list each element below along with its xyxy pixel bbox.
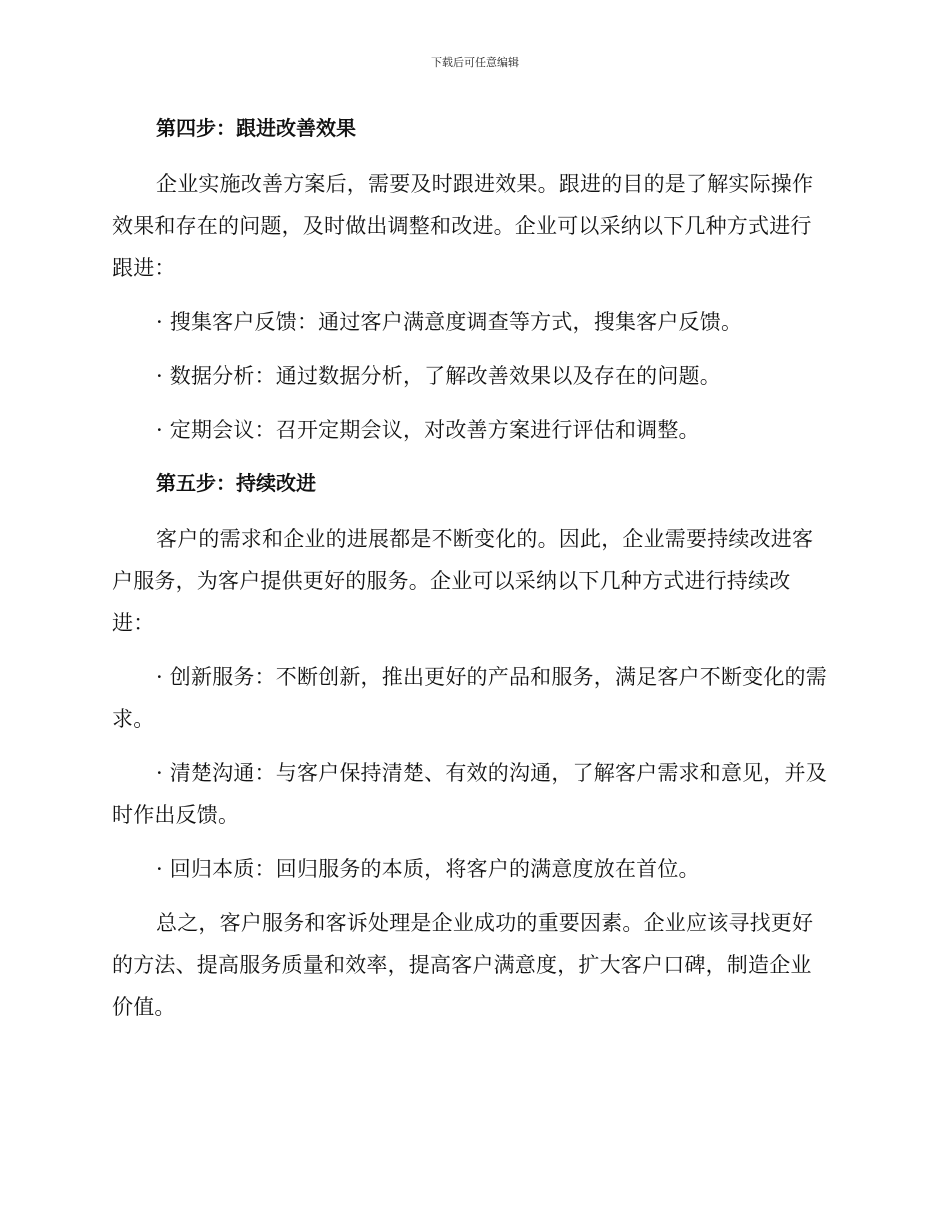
section-heading-step5: 第五步：持续改进: [156, 471, 316, 495]
section-heading-step4: 第四步：跟进改善效果: [156, 116, 356, 140]
paragraph-improvement-intro: 客户的需求和企业的进展都是不断变化的。因此，企业需要持续改进客户服务，为客户提供更好的服务。企业可以采纳以下几种方式进行持续改进：: [112, 527, 814, 635]
bullet-clear-communication: · 清楚沟通：与客户保持清楚、有效的沟通，了解客户需求和意见，并及时作出反馈。: [112, 761, 827, 827]
bullet-innovative-service: · 创新服务：不断创新，推出更好的产品和服务，满足客户不断变化的需求。: [112, 665, 827, 731]
paragraph-conclusion: 总之，客户服务和客诉处理是企业成功的重要因素。企业应该寻找更好的方法、提高服务质量和效率，提高客户满意度，扩大客户口碑，制造企业价值。: [112, 911, 814, 1019]
bullet-regular-meeting: · 定期会议：召开定期会议，对改善方案进行评估和调整。: [156, 418, 700, 442]
bullet-data-analysis: · 数据分析：通过数据分析，了解改善效果以及存在的问题。: [156, 364, 721, 388]
document-body: [112, 108, 832, 1040]
bullet-collect-feedback: · 搜集客户反馈：通过客户满意度调查等方式，搜集客户反馈。: [156, 310, 743, 334]
bullet-return-to-essence: · 回归本质：回归服务的本质，将客户的满意度放在首位。: [156, 857, 700, 881]
page-header: 下载后可任意编辑: [431, 56, 519, 69]
paragraph-followup-intro: 企业实施改善方案后，需要及时跟进效果。跟进的目的是了解实际操作效果和存在的问题，及时做出调整和改进。企业可以采纳以下几种方式进行跟进：: [112, 172, 814, 280]
